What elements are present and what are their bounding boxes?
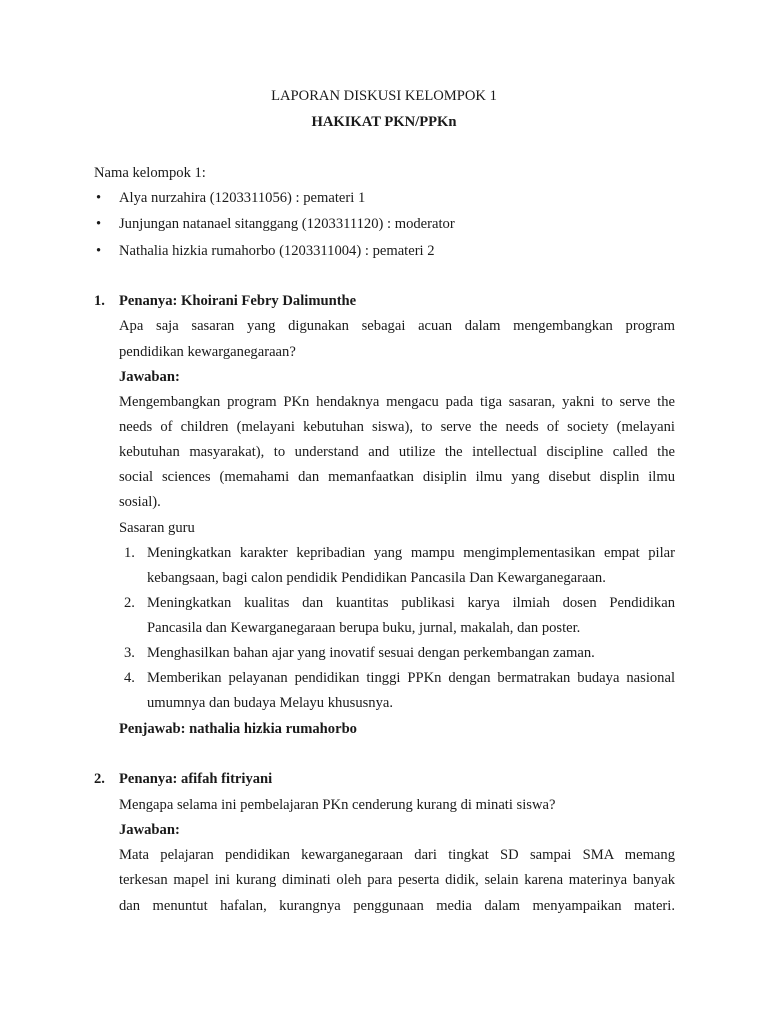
list-item: Pancasila dan Kewarganegaraan berupa buku, jurnal, makalah, dan poster. bbox=[147, 620, 581, 636]
answer-text: Mata pelajaran pendidikan kewarganegaraan dari tingkat SD sampai SMA memang bbox=[119, 847, 675, 863]
report-title: LAPORAN DISKUSI KELOMPOK 1 bbox=[271, 88, 497, 104]
answer-text: terkesan mapel ini kurang diminati oleh para peserta didik, selain karena materinya banyak bbox=[119, 872, 675, 888]
answer-text: kebutuhan masyarakat), to understand and utilize the intellectual discipline called the bbox=[119, 444, 675, 460]
report-subtitle: HAKIKAT PKN/PPKn bbox=[311, 114, 457, 130]
asker-name: Penanya: afifah fitriyani bbox=[119, 771, 273, 787]
asker-name: Penanya: Khoirani Febry Dalimunthe bbox=[119, 293, 357, 309]
answer-text: social sciences (memahami dan memanfaatkan disiplin ilmu yang disebut displin ilmu bbox=[119, 469, 675, 485]
list-item: Menghasilkan bahan ajar yang inovatif sesuai dengan perkembangan zaman. bbox=[147, 645, 595, 661]
answer-label: Jawaban: bbox=[119, 369, 180, 385]
question-text: pendidikan kewarganegaraan? bbox=[119, 344, 296, 360]
answer-text: sosial). bbox=[119, 494, 161, 510]
member-item: Alya nurzahira (1203311056) : pemateri 1 bbox=[119, 190, 366, 206]
list-number: 1. bbox=[124, 545, 135, 561]
question-text: Mengapa selama ini pembelajaran PKn cenderung kurang di minati siswa? bbox=[119, 797, 556, 813]
member-item: Nathalia hizkia rumahorbo (1203311004) : pemateri 2 bbox=[119, 243, 435, 259]
list-item: kebangsaan, bagi calon pendidik Pendidikan Pancasila Dan Kewarganegaraan. bbox=[147, 570, 606, 586]
answer-text: needs of children (melayani kebutuhan siswa), to serve the needs of society (melayani bbox=[119, 419, 675, 435]
question-text: Apa saja sasaran yang digunakan sebagai acuan dalam mengembangkan program bbox=[119, 318, 675, 334]
list-number: 4. bbox=[124, 670, 135, 686]
answer-text: Mengembangkan program PKn hendaknya mengacu pada tiga sasaran, yakni to serve the bbox=[119, 394, 675, 410]
group-label: Nama kelompok 1: bbox=[94, 165, 206, 181]
list-item: Memberikan pelayanan pendidikan tinggi PPKn dengan bermatrakan budaya nasional bbox=[147, 670, 675, 686]
question-number: 1. bbox=[94, 293, 105, 309]
bullet-icon: • bbox=[96, 190, 102, 206]
responder-name: Penjawab: nathalia hizkia rumahorbo bbox=[119, 721, 357, 737]
answer-text: dan menuntut hafalan, kurangnya penggunaan media dalam menyampaikan materi. bbox=[119, 898, 675, 914]
member-item: Junjungan natanael sitanggang (1203311120) : moderator bbox=[119, 216, 455, 232]
list-item: Meningkatkan karakter kepribadian yang mampu mengimplementasikan empat pilar bbox=[147, 545, 675, 561]
bullet-icon: • bbox=[96, 243, 102, 259]
bullet-icon: • bbox=[96, 216, 102, 232]
list-number: 3. bbox=[124, 645, 135, 661]
list-item: umumnya dan budaya Melayu khususnya. bbox=[147, 695, 394, 711]
targets-label: Sasaran guru bbox=[119, 520, 195, 536]
list-number: 2. bbox=[124, 595, 135, 611]
answer-label: Jawaban: bbox=[119, 822, 180, 838]
list-item: Meningkatkan kualitas dan kuantitas publikasi karya ilmiah dosen Pendidikan bbox=[147, 595, 675, 611]
question-number: 2. bbox=[94, 771, 105, 787]
